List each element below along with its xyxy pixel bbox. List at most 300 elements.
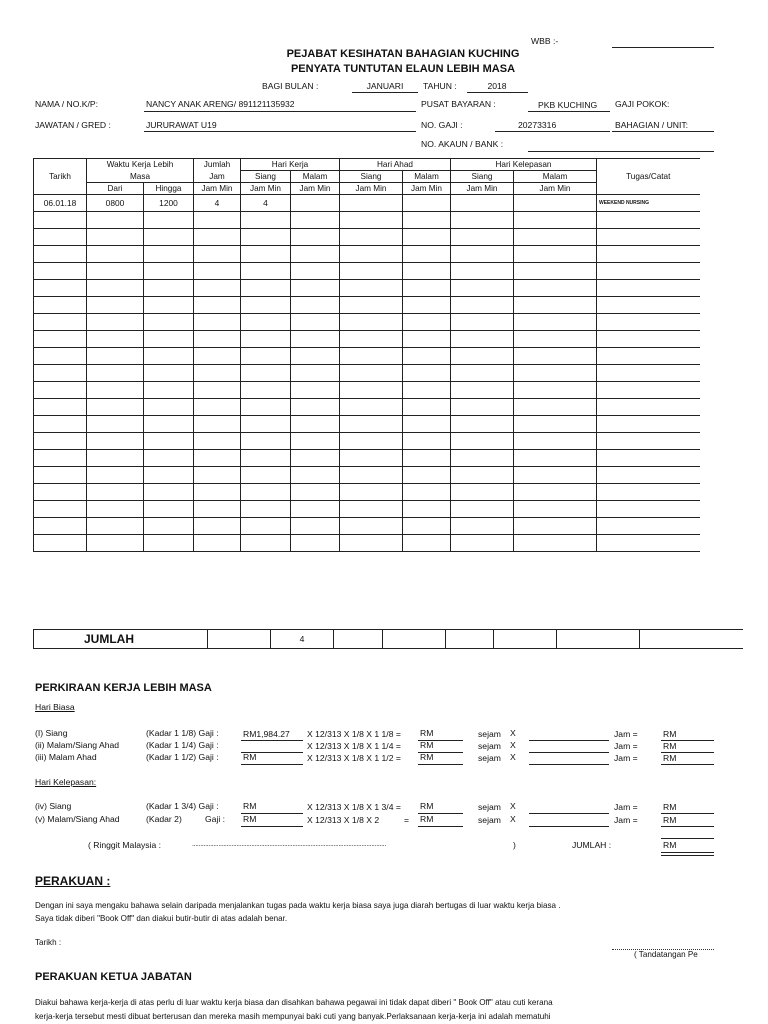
cell[interactable] [241, 535, 291, 552]
cell[interactable] [241, 467, 291, 484]
ringgit-dots[interactable]: ...................................................................................................................... [192, 841, 387, 848]
cell[interactable] [194, 416, 241, 433]
cell[interactable] [340, 314, 403, 331]
cell[interactable] [451, 501, 514, 518]
cell[interactable] [144, 297, 194, 314]
cell[interactable] [597, 212, 700, 229]
cell[interactable] [144, 484, 194, 501]
table-row [34, 314, 700, 331]
cell[interactable] [514, 331, 597, 348]
cell[interactable] [340, 331, 403, 348]
cell[interactable] [340, 535, 403, 552]
cell[interactable] [514, 263, 597, 280]
cell[interactable] [340, 212, 403, 229]
cell[interactable] [597, 416, 700, 433]
cell[interactable] [340, 518, 403, 535]
row-i-rm: RM [420, 728, 434, 738]
row-iii-jam-line [529, 764, 609, 765]
cell[interactable] [291, 280, 340, 297]
perkiraan-title: PERKIRAAN KERJA LEBIH MASA [35, 682, 212, 694]
cell[interactable] [291, 382, 340, 399]
col-hl-siang: Siang [451, 171, 514, 183]
cell[interactable] [451, 535, 514, 552]
cell[interactable] [291, 450, 340, 467]
ringgit-label: ( Ringgit Malaysia : [88, 840, 162, 850]
cell[interactable] [597, 348, 700, 365]
cell[interactable] [597, 280, 700, 297]
cell[interactable] [514, 399, 597, 416]
cell[interactable] [144, 399, 194, 416]
cell[interactable] [514, 297, 597, 314]
cell[interactable] [451, 331, 514, 348]
wbb-label: WBB :- [531, 36, 559, 46]
table-row [34, 365, 700, 382]
cell[interactable] [194, 399, 241, 416]
cell[interactable] [451, 195, 514, 212]
cell[interactable] [340, 501, 403, 518]
cell[interactable] [194, 484, 241, 501]
row-v-rm-line [418, 826, 463, 827]
cell[interactable] [514, 246, 597, 263]
cell[interactable] [557, 630, 640, 649]
cell[interactable] [194, 246, 241, 263]
cell[interactable] [597, 314, 700, 331]
cell[interactable] [597, 433, 700, 450]
jumlah-value[interactable]: 4 [271, 630, 334, 649]
cell[interactable] [514, 280, 597, 297]
nama-line [144, 111, 416, 112]
jumlah-row [33, 629, 743, 649]
col-hari-kelepasan: Hari Kelepasan [451, 159, 597, 171]
row-iii-gaji[interactable]: RM [243, 752, 257, 762]
cell[interactable] [34, 501, 87, 518]
cell[interactable] [194, 331, 241, 348]
cell[interactable] [87, 263, 144, 280]
row-iv-formula: X 12/313 X 1/8 X 1 3/4 = [307, 802, 401, 812]
cell[interactable] [514, 433, 597, 450]
wbb-line [612, 47, 714, 48]
cell[interactable] [514, 212, 597, 229]
cell[interactable] [34, 331, 87, 348]
cell[interactable] [291, 246, 340, 263]
cell[interactable] [514, 314, 597, 331]
cell[interactable] [194, 280, 241, 297]
tarikh-label: Tarikh : [35, 938, 62, 947]
cell[interactable] [340, 399, 403, 416]
tahun-value[interactable]: 2018 [487, 81, 507, 91]
cell[interactable] [241, 229, 291, 246]
cell[interactable] [34, 297, 87, 314]
cell[interactable] [403, 314, 451, 331]
cell[interactable] [241, 314, 291, 331]
cell[interactable] [340, 297, 403, 314]
cell[interactable] [291, 501, 340, 518]
bagi-bulan-value[interactable]: JANUARI [366, 81, 404, 91]
cell[interactable] [87, 501, 144, 518]
cell[interactable] [514, 535, 597, 552]
cell[interactable] [241, 433, 291, 450]
row-v-x: X [510, 814, 516, 824]
cell[interactable] [451, 212, 514, 229]
cell-hk-siang[interactable]: 4 [241, 195, 291, 212]
cell[interactable] [87, 212, 144, 229]
nama-value[interactable]: NANCY ANAK ARENG/ 891121135932 [146, 99, 295, 109]
cell[interactable] [597, 484, 700, 501]
cell[interactable] [291, 195, 340, 212]
ketua-line1: Diakui bahawa kerja-kerja di atas perlu di luar waktu kerja biasa dan disahkan bahawa pegawai ini tidak dapat diberi " Book Off" atau cuti kerana [35, 998, 553, 1007]
cell[interactable] [451, 297, 514, 314]
cell[interactable] [194, 229, 241, 246]
cell[interactable] [403, 246, 451, 263]
cell[interactable] [403, 297, 451, 314]
cell[interactable] [241, 484, 291, 501]
cell[interactable] [194, 535, 241, 552]
cell[interactable] [87, 348, 144, 365]
cell[interactable] [403, 535, 451, 552]
cell[interactable] [34, 484, 87, 501]
cell[interactable] [451, 416, 514, 433]
cell[interactable] [291, 535, 340, 552]
cell[interactable] [340, 229, 403, 246]
cell[interactable] [144, 518, 194, 535]
cell[interactable] [291, 314, 340, 331]
cell[interactable] [383, 630, 446, 649]
cell[interactable] [340, 416, 403, 433]
row-iv-gaji[interactable]: RM [243, 801, 257, 811]
cell[interactable] [241, 501, 291, 518]
cell[interactable] [291, 518, 340, 535]
cell[interactable] [241, 246, 291, 263]
cell[interactable] [514, 229, 597, 246]
cell[interactable] [144, 212, 194, 229]
cell-tarikh[interactable]: 06.01.18 [34, 195, 87, 212]
cell[interactable] [340, 365, 403, 382]
cell[interactable] [144, 382, 194, 399]
cell[interactable] [494, 630, 557, 649]
cell[interactable] [403, 331, 451, 348]
cell[interactable] [194, 518, 241, 535]
bagi-bulan-label: BAGI BULAN : [262, 81, 319, 91]
cell[interactable] [87, 518, 144, 535]
cell[interactable] [194, 297, 241, 314]
cell [640, 630, 743, 649]
cell[interactable] [403, 212, 451, 229]
cell-jumlah[interactable]: 4 [194, 195, 241, 212]
cell[interactable] [194, 212, 241, 229]
cell[interactable] [241, 348, 291, 365]
cell[interactable] [340, 450, 403, 467]
cell[interactable] [451, 433, 514, 450]
cell[interactable] [241, 382, 291, 399]
cell[interactable] [597, 501, 700, 518]
cell[interactable] [340, 433, 403, 450]
cell[interactable] [241, 263, 291, 280]
cell[interactable] [241, 212, 291, 229]
cell[interactable] [144, 246, 194, 263]
cell[interactable] [451, 348, 514, 365]
cell[interactable] [194, 348, 241, 365]
cell[interactable] [241, 297, 291, 314]
cell[interactable] [403, 484, 451, 501]
cell[interactable] [194, 501, 241, 518]
col-waktu-masa: Masa [87, 171, 194, 183]
cell[interactable] [451, 365, 514, 382]
col-dari: Dari [87, 183, 144, 195]
cell[interactable] [291, 365, 340, 382]
cell[interactable] [34, 450, 87, 467]
cell[interactable] [340, 467, 403, 484]
cell[interactable] [597, 297, 700, 314]
cell[interactable] [340, 348, 403, 365]
row-i-label: (I) Siang [35, 728, 68, 738]
cell[interactable] [514, 416, 597, 433]
bahagian-label: BAHAGIAN / UNIT: [615, 120, 689, 130]
cell[interactable] [451, 314, 514, 331]
cell[interactable] [144, 535, 194, 552]
cell[interactable] [87, 399, 144, 416]
ringgit-close: ) [513, 840, 516, 850]
cell[interactable] [291, 297, 340, 314]
cell[interactable] [87, 433, 144, 450]
col-jammin: Jam Min [291, 183, 340, 195]
cell[interactable] [403, 280, 451, 297]
cell[interactable] [87, 280, 144, 297]
cell[interactable] [597, 399, 700, 416]
cell[interactable] [34, 348, 87, 365]
cell[interactable] [87, 314, 144, 331]
hari-biasa-heading: Hari Biasa [35, 702, 75, 712]
cell[interactable] [291, 433, 340, 450]
cell[interactable] [514, 195, 597, 212]
col-tugas: Tugas/Catat [597, 159, 700, 195]
cell[interactable] [597, 535, 700, 552]
cell[interactable] [241, 450, 291, 467]
cell[interactable] [597, 246, 700, 263]
cell[interactable] [451, 382, 514, 399]
cell[interactable] [34, 467, 87, 484]
cell[interactable] [291, 331, 340, 348]
cell[interactable] [241, 365, 291, 382]
cell[interactable] [403, 263, 451, 280]
cell[interactable] [241, 280, 291, 297]
cell[interactable] [144, 450, 194, 467]
cell[interactable] [403, 399, 451, 416]
cell[interactable] [291, 229, 340, 246]
table-row [34, 212, 700, 229]
cell[interactable] [403, 450, 451, 467]
row-v-gaji[interactable]: RM [243, 814, 257, 824]
cell[interactable] [34, 518, 87, 535]
cell[interactable] [208, 630, 271, 649]
cell[interactable] [241, 518, 291, 535]
cell[interactable] [194, 314, 241, 331]
cell[interactable] [87, 297, 144, 314]
cell[interactable] [291, 263, 340, 280]
ketua-line2: kerja-kerja tersebut mesti dibuat berterusan dan mereka masih mempunyai baki cuti yang banyak.Perlaksanaan kerja-kerja ini adalah mematuhi [35, 1012, 551, 1021]
cell[interactable] [34, 280, 87, 297]
cell[interactable] [144, 433, 194, 450]
cell[interactable] [87, 467, 144, 484]
cell[interactable] [597, 331, 700, 348]
cell[interactable] [514, 348, 597, 365]
cell[interactable] [597, 365, 700, 382]
row-ii-formula: X 12/313 X 1/8 X 1 1/4 = [307, 741, 401, 751]
row-iii-jam: Jam = [614, 753, 638, 763]
cell[interactable] [291, 212, 340, 229]
perakuan-line1: Dengan ini saya mengaku bahawa selain daripada menjalankan tugas pada waktu kerja biasa saya juga diarah bertugas di luar waktu kerja biasa . [35, 901, 561, 910]
cell[interactable] [34, 246, 87, 263]
pusat-line [528, 111, 610, 112]
cell[interactable] [451, 229, 514, 246]
cell[interactable] [451, 484, 514, 501]
cell[interactable] [334, 630, 383, 649]
cell[interactable] [144, 314, 194, 331]
cell[interactable] [87, 331, 144, 348]
cell[interactable] [451, 280, 514, 297]
jumlah-label: JUMLAH [34, 630, 208, 649]
table-row [34, 229, 700, 246]
cell[interactable] [514, 450, 597, 467]
cell[interactable] [87, 416, 144, 433]
row-v-sejam: sejam [478, 815, 501, 825]
cell[interactable] [514, 518, 597, 535]
cell[interactable] [451, 399, 514, 416]
cell[interactable] [87, 365, 144, 382]
table-row [34, 450, 700, 467]
cell[interactable] [291, 484, 340, 501]
cell-tugas[interactable]: WEEKEND NURSING [597, 195, 700, 212]
table-row [34, 246, 700, 263]
cell[interactable] [403, 501, 451, 518]
cell[interactable] [514, 467, 597, 484]
cell[interactable] [34, 416, 87, 433]
cell[interactable] [403, 382, 451, 399]
cell[interactable] [514, 365, 597, 382]
row-i-formula: X 12/313 X 1/8 X 1 1/8 = [307, 729, 401, 739]
cell[interactable] [451, 518, 514, 535]
cell[interactable] [241, 416, 291, 433]
cell[interactable] [514, 484, 597, 501]
cell[interactable] [87, 535, 144, 552]
cell[interactable] [34, 365, 87, 382]
cell[interactable] [597, 229, 700, 246]
cell[interactable] [34, 314, 87, 331]
row-i-gaji[interactable]: RM1,984.27 [243, 729, 290, 739]
cell[interactable] [34, 229, 87, 246]
cell[interactable] [340, 280, 403, 297]
no-gaji-value[interactable]: 20273316 [518, 120, 557, 130]
cell[interactable] [144, 331, 194, 348]
col-ha-siang: Siang [340, 171, 403, 183]
cell[interactable] [87, 246, 144, 263]
cell[interactable] [87, 382, 144, 399]
cell[interactable] [514, 501, 597, 518]
cell[interactable] [144, 263, 194, 280]
row-iii-x: X [510, 752, 516, 762]
cell[interactable] [144, 280, 194, 297]
table-row [34, 331, 700, 348]
cell[interactable] [34, 433, 87, 450]
cell[interactable] [403, 467, 451, 484]
cell[interactable] [34, 263, 87, 280]
cell[interactable] [87, 229, 144, 246]
cell[interactable] [241, 331, 291, 348]
cell[interactable] [340, 484, 403, 501]
cell[interactable] [597, 518, 700, 535]
cell[interactable] [144, 348, 194, 365]
cell[interactable] [451, 263, 514, 280]
cell[interactable] [403, 348, 451, 365]
cell[interactable] [403, 195, 451, 212]
cell[interactable] [403, 416, 451, 433]
cell-hingga[interactable]: 1200 [144, 195, 194, 212]
cell[interactable] [194, 433, 241, 450]
bahagian-line [612, 131, 714, 132]
cell[interactable] [451, 246, 514, 263]
cell[interactable] [597, 382, 700, 399]
cell[interactable] [291, 416, 340, 433]
cell[interactable] [597, 263, 700, 280]
cell[interactable] [34, 535, 87, 552]
cell[interactable] [34, 399, 87, 416]
cell-dari[interactable]: 0800 [87, 195, 144, 212]
cell[interactable] [241, 399, 291, 416]
cell[interactable] [34, 382, 87, 399]
cell[interactable] [403, 518, 451, 535]
pusat-value[interactable]: PKB KUCHING [538, 100, 598, 110]
cell[interactable] [144, 416, 194, 433]
cell[interactable] [87, 484, 144, 501]
col-hk-siang: Siang [241, 171, 291, 183]
cell[interactable] [87, 450, 144, 467]
cell[interactable] [340, 382, 403, 399]
cell[interactable] [451, 467, 514, 484]
cell[interactable] [403, 365, 451, 382]
cell[interactable] [194, 382, 241, 399]
cell[interactable] [597, 467, 700, 484]
row-iv-jam: Jam = [614, 802, 638, 812]
cell[interactable] [194, 467, 241, 484]
cell[interactable] [340, 263, 403, 280]
cell[interactable] [403, 229, 451, 246]
row-i-x: X [510, 728, 516, 738]
cell[interactable] [514, 382, 597, 399]
cell[interactable] [144, 501, 194, 518]
jawatan-value[interactable]: JURURAWAT U19 [146, 120, 217, 130]
cell[interactable] [34, 212, 87, 229]
row-iii-rm-line [418, 764, 463, 765]
cell[interactable] [403, 433, 451, 450]
cell[interactable] [144, 365, 194, 382]
cell[interactable] [597, 450, 700, 467]
cell[interactable] [291, 467, 340, 484]
table-row [34, 195, 700, 212]
cell[interactable] [446, 630, 494, 649]
cell[interactable] [340, 195, 403, 212]
nama-label: NAMA / NO.K/P: [35, 99, 99, 109]
cell[interactable] [451, 450, 514, 467]
cell[interactable] [144, 229, 194, 246]
cell[interactable] [291, 399, 340, 416]
cell[interactable] [194, 365, 241, 382]
cell[interactable] [340, 246, 403, 263]
cell[interactable] [194, 450, 241, 467]
row-v-rm2: RM [663, 815, 677, 825]
row-iv-x: X [510, 801, 516, 811]
cell[interactable] [194, 263, 241, 280]
cell[interactable] [144, 467, 194, 484]
cell[interactable] [291, 348, 340, 365]
